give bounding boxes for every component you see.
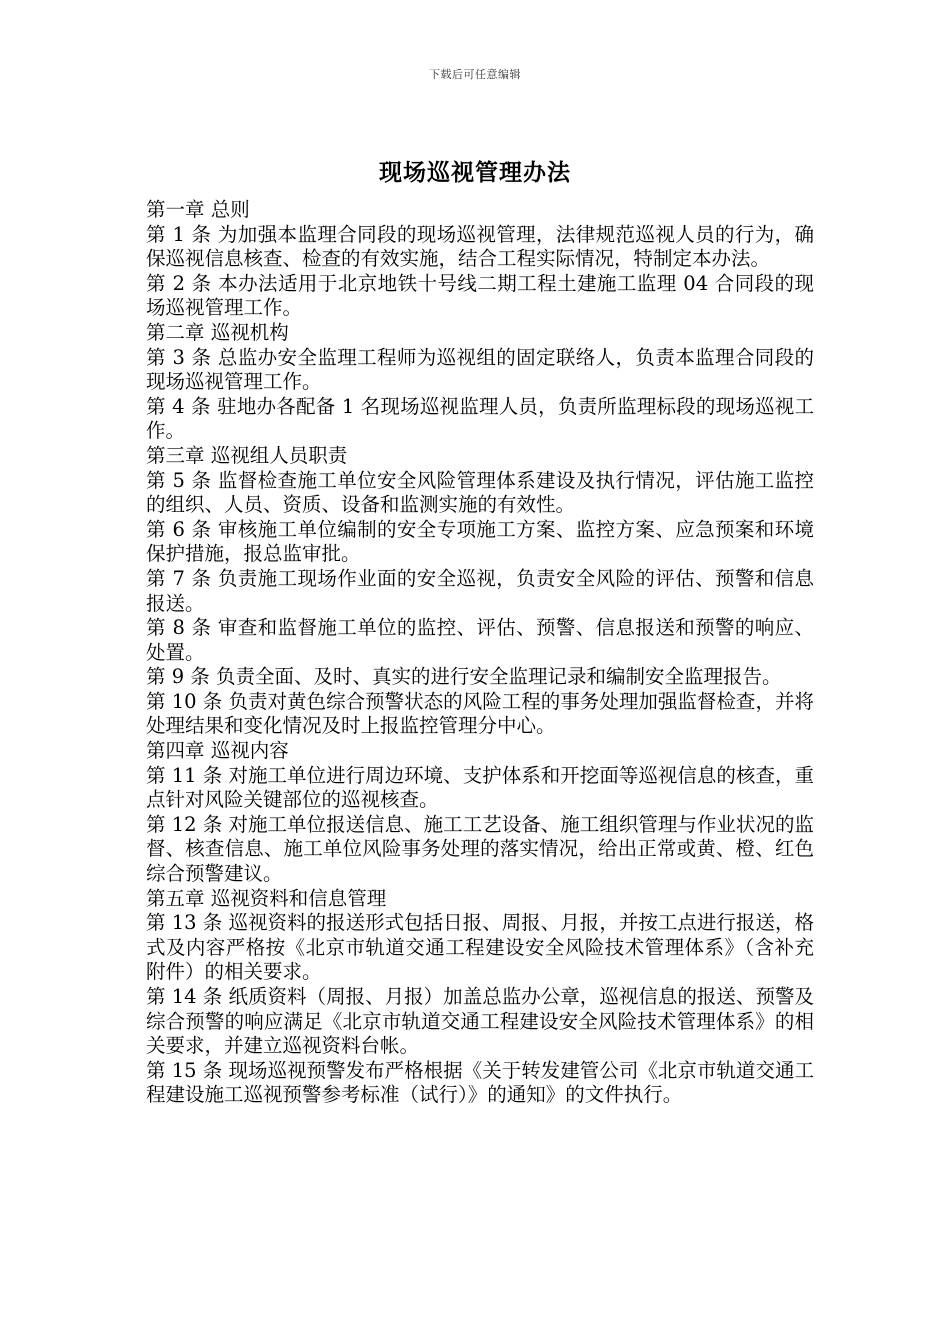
article-paragraph: 第 13 条 巡视资料的报送形式包括日报、周报、月报，并按工点进行报送，格式及内容严格按《北京市轨道交通工程建设安全风险技术管理体系》（含补充附件）的相关要求。	[146, 911, 814, 984]
document-body	[146, 198, 814, 1108]
chapter-heading: 第五章 巡视资料和信息管理	[146, 886, 387, 910]
chapter-heading: 第四章 巡视内容	[146, 739, 289, 763]
article-paragraph: 第 8 条 审查和监督施工单位的监控、评估、预警、信息报送和预警的响应、处置。	[146, 616, 814, 664]
article-paragraph: 第 12 条 对施工单位报送信息、施工工艺设备、施工组织管理与作业状况的监督、核查信息、施工单位风险事务处理的落实情况，给出正常或黄、橙、红色综合预警建议。	[146, 812, 814, 886]
article-paragraph: 第 14 条 纸质资料（周报、月报）加盖总监办公章，巡视信息的报送、预警及综合预警的响应满足《北京市轨道交通工程建设安全风险技术管理体系》的相关要求，并建立巡视资料台帐。	[146, 985, 814, 1058]
article-paragraph: 第 3 条 总监办安全监理工程师为巡视组的固定联络人，负责本监理合同段的现场巡视管理工作。	[146, 345, 814, 394]
chapter-heading: 第一章 总则	[146, 198, 250, 221]
article-paragraph: 第 4 条 驻地办各配备 1 名现场巡视监理人员，负责所监理标段的现场巡视工作。	[146, 394, 814, 443]
document-title: 现场巡视管理办法	[379, 159, 571, 186]
article-paragraph: 第 9 条 负责全面、及时、真实的进行安全监理记录和编制安全监理报告。	[146, 665, 782, 689]
article-paragraph: 第 5 条 监督检查施工单位安全风险管理体系建设及执行情况，评估施工监控的组织、人员、资质、设备和监测实施的有效性。	[146, 468, 814, 517]
article-paragraph: 第 15 条 现场巡视预警发布严格根据《关于转发建管公司《北京市轨道交通工程建设施工巡视预警参考标准（试行）》的通知》的文件执行。	[146, 1058, 814, 1107]
chapter-heading: 第二章 巡视机构	[146, 320, 289, 344]
article-paragraph: 第 10 条 负责对黄色综合预警状态的风险工程的事务处理加强监督检查，并将处理结果和变化情况及时上报监控管理分中心。	[146, 689, 814, 738]
article-paragraph: 第 11 条 对施工单位进行周边环境、支护体系和开挖面等巡视信息的核查，重点针对风险关键部位的巡视核查。	[146, 763, 814, 812]
chapter-heading: 第三章 巡视组人员职责	[146, 443, 348, 467]
article-paragraph: 第 7 条 负责施工现场作业面的安全巡视，负责安全风险的评估、预警和信息报送。	[146, 566, 814, 615]
article-paragraph: 第 2 条 本办法适用于北京地铁十号线二期工程土建施工监理 04 合同段的现场巡视管理工作。	[146, 271, 814, 320]
article-paragraph: 第 6 条 审核施工单位编制的安全专项施工方案、监控方案、应急预案和环境保护措施，报总监审批。	[146, 517, 814, 566]
page-header-note: 下载后可任意编辑	[429, 68, 521, 81]
article-paragraph: 第 1 条 为加强本监理合同段的现场巡视管理，法律规范巡视人员的行为，确保巡视信息核查、检查的有效实施，结合工程实际情况，特制定本办法。	[146, 222, 814, 271]
